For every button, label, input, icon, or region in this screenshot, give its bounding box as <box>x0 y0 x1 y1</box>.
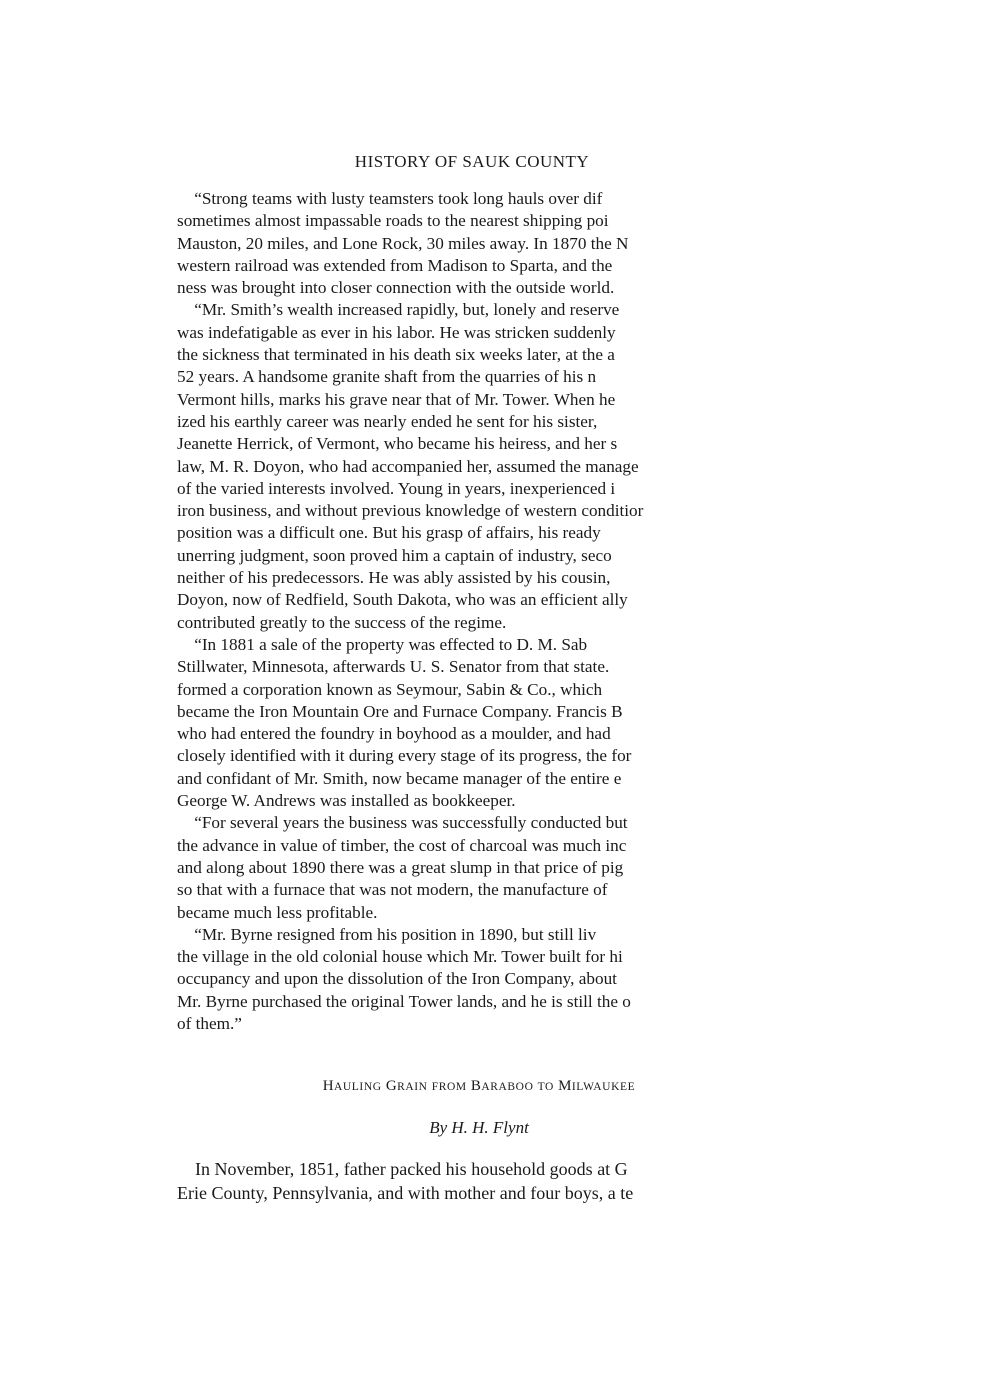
heading-word: FROM <box>431 1081 467 1093</box>
heading-rest: AULING <box>334 1081 382 1093</box>
byline: By H. H. Flynt <box>429 1118 529 1137</box>
text-line: George W. Andrews was installed as bookkeeper. <box>177 791 516 811</box>
text-line: became the Iron Mountain Ore and Furnace Company. Francis B <box>177 701 623 721</box>
text-line: was indefatigable as ever in his labor. He was stricken suddenly <box>177 322 616 342</box>
text-line: law, M. R. Doyon, who had accompanied her, assumed the manage <box>177 456 639 476</box>
heading-cap: M <box>558 1078 572 1094</box>
text-line: and along about 1890 there was a great slump in that price of pig <box>177 857 624 877</box>
text-line: and confidant of Mr. Smith, now became manager of the entire e <box>177 768 622 788</box>
text-line: western railroad was extended from Madison to Sparta, and the <box>177 255 613 275</box>
section-heading <box>0 1078 958 1095</box>
heading-cap: G <box>385 1078 398 1094</box>
text-line: “In 1881 a sale of the property was effected to D. M. Sab <box>177 634 588 654</box>
text-line: unerring judgment, soon proved him a captain of industry, seco <box>177 545 612 565</box>
text-line: the village in the old colonial house which Mr. Tower built for hi <box>177 947 623 967</box>
text-line: ness was brought into closer connection with the outside world. <box>177 278 615 298</box>
text-line: 52 years. A handsome granite shaft from the quarries of his n <box>177 367 597 387</box>
text-line: Mauston, 20 miles, and Lone Rock, 30 miles away. In 1870 the N <box>177 233 629 253</box>
heading-rest: ILWAUKEE <box>571 1081 636 1093</box>
text-line: Doyon, now of Redfield, South Dakota, who was an efficient ally <box>177 590 628 610</box>
text-line: the sickness that terminated in his death six weeks later, at the a <box>177 345 615 365</box>
text-line: iron business, and without previous knowledge of western conditior <box>177 501 644 521</box>
text-line: ized his earthly career was nearly ended he sent for his sister, <box>177 411 598 431</box>
text-line: occupancy and upon the dissolution of the Iron Company, about <box>177 969 617 989</box>
heading-rest: RAIN <box>397 1081 428 1093</box>
text-line: became much less profitable. <box>177 902 378 922</box>
text-line: Jeanette Herrick, of Vermont, who became his heiress, and her s <box>177 434 618 454</box>
text-line: “Mr. Byrne resigned from his position in 1890, but still liv <box>177 924 597 944</box>
text-line: contributed greatly to the success of the regime. <box>177 612 507 632</box>
text-line: “Mr. Smith’s wealth increased rapidly, but, lonely and reserve <box>177 300 620 320</box>
heading-rest: ARABOO <box>481 1081 534 1093</box>
text-line: of the varied interests involved. Young in years, inexperienced i <box>177 478 616 498</box>
text-line: Vermont hills, marks his grave near that of Mr. Tower. When he <box>177 389 616 409</box>
text-line: Stillwater, Minnesota, afterwards U. S. Senator from that state. <box>177 657 610 677</box>
heading-cap: H <box>322 1078 334 1094</box>
text-line: the advance in value of timber, the cost of charcoal was much inc <box>177 835 627 855</box>
heading-word: TO <box>537 1081 554 1093</box>
heading-cap: B <box>470 1078 482 1094</box>
text-line: Erie County, Pennsylvania, and with mother and four boys, a te <box>177 1183 634 1203</box>
text-line: neither of his predecessors. He was ably assisted by his cousin, <box>177 568 611 588</box>
text-line: position was a difficult one. But his grasp of affairs, his ready <box>177 523 601 543</box>
text-line: Mr. Byrne purchased the original Tower lands, and he is still the o <box>177 991 631 1011</box>
text-line: formed a corporation known as Seymour, Sabin & Co., which <box>177 679 603 699</box>
running-head: HISTORY OF SAUK COUNTY <box>354 152 590 171</box>
text-line: In November, 1851, father packed his household goods at G <box>177 1159 628 1179</box>
body-text <box>177 188 734 1035</box>
text-line: closely identified with it during every stage of its progress, the for <box>177 746 632 766</box>
body-text-2 <box>177 1157 734 1205</box>
text-line: “Strong teams with lusty teamsters took long hauls over dif <box>177 189 603 208</box>
text-line: “For several years the business was successfully conducted but <box>177 813 628 833</box>
text-line: sometimes almost impassable roads to the nearest shipping poi <box>177 211 609 231</box>
text-line: who had entered the foundry in boyhood as a moulder, and had <box>177 724 611 744</box>
text-line: of them.” <box>177 1013 242 1033</box>
text-line: so that with a furnace that was not modern, the manufacture of <box>177 880 608 900</box>
